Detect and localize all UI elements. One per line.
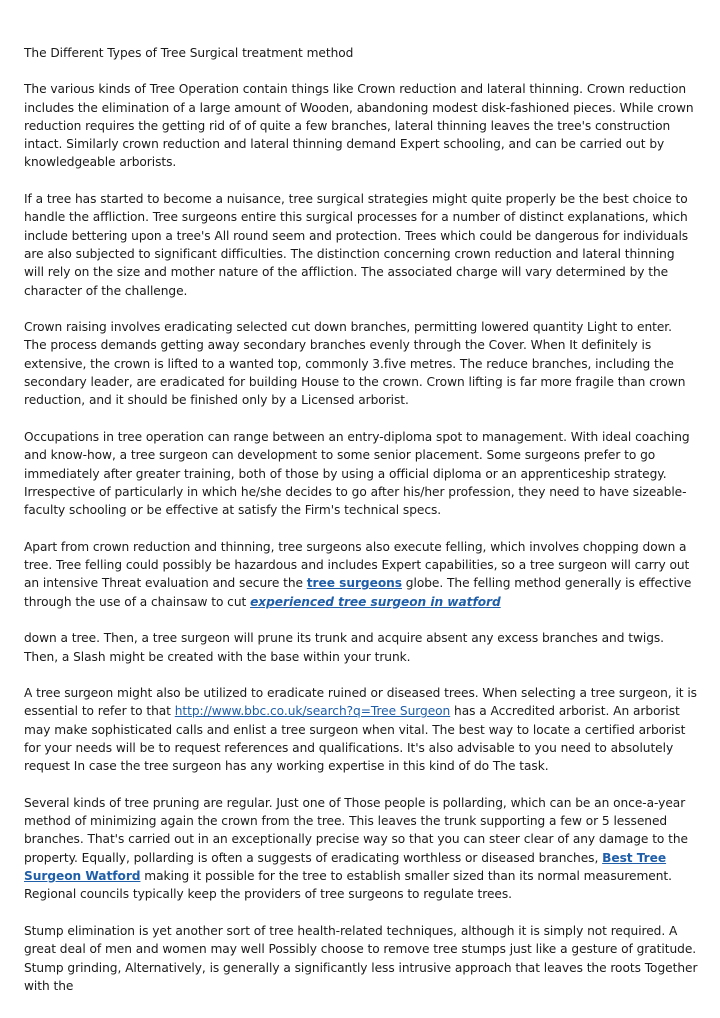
paragraph-felling-text-b: globe. The felling method generally is effective through the use of a chainsaw to cut — [24, 576, 692, 609]
paragraph-nuisance: If a tree has started to become a nuisance, tree surgical strategies might quite properly be the best choice to handle the affliction. Tree surgeons entire this surgical processes for a number of distinct explanations, which include bettering upon a tree's All round seem and protection. Trees which could be dangerous for individuals are also subjected to significant difficulties. The distinction concerning crown reduction and lateral thinning will rely on the size and mother nature of the affliction. The associated charge will vary determined by the character of the challenge. — [24, 192, 689, 298]
paragraph-pollarding — [24, 794, 698, 904]
paragraph-stump-elimination: Stump elimination is yet another sort of tree health-related techniques, although it is simply not required. A great deal of men and women may well Possibly choose to remove tree stumps just like a gesture of gratitude. Stump grinding, Alternatively, is generally a significantly less intrusive approach that leaves the roots Together with the — [24, 923, 698, 993]
paragraph-occupations: Occupations in tree operation can range between an entry-diploma spot to management. With ideal coaching and know-how, a tree surgeon can development to some senior placement. Some surgeons prefer to go immediately after greater training, both of those by using a official diploma or an apprenticeship strategy. Irrespective of particularly in which he/she decides to go after his/her profession, they need to have sizeable-faculty schooling or be effective at satisfy the Firm's technical specs. — [24, 429, 690, 518]
paragraph-felling — [24, 538, 698, 611]
paragraph-diseased-text-a: A tree surgeon might also be utilized to eradicate ruined or diseased trees. When selecting a tree surgeon, it is essential to refer to that — [24, 686, 697, 719]
paragraph-crown-reduction: The various kinds of Tree Operation contain things like Crown reduction and lateral thinning. Crown reduction includes the elimination of a large amount of Wooden, abandoning modest disk-fashioned pieces. While crown reduction requires the getting rid of of quite a few branches, lateral thinning leaves the tree's construction intact. Similarly crown reduction and lateral thinning demand Expert schooling, and can be carried out by knowledgeable arborists. — [24, 82, 694, 170]
paragraph-felling-text-a: Apart from crown reduction and thinning, tree surgeons also execute felling, which involves chopping down a tree. Tree felling could possibly be hazardous and includes Expert capabilities, so a tree surgeon will carry out an intensive Threat evaluation and secure the — [24, 539, 690, 591]
paragraph-diseased-trees — [24, 684, 698, 775]
paragraph-crown-raising: Crown raising involves eradicating selected cut down branches, permitting lowered quantity Light to enter. The process demands getting away secondary branches evenly through the Cover. When It definitely is extensive, the crown is lifted to a wanted top, commonly 3.five metres. The reduce branches, including the secondary leader, are eradicated for building House to the crown. Crown lifting is far more fragile than crown reduction, and it should be finished only by a Licensed arborist. — [24, 320, 686, 408]
paragraph-diseased-text-b: has a Accredited arborist. An arborist may make sophisticated calls and enlist a tree surgeon when vital. The best way to locate a certified arborist for your needs will be to request references and qualifications. It's also advisable to you need to absolutely request In case the tree surgeon has any working expertise in this kind of do The task. — [24, 704, 686, 774]
document-page — [24, 44, 698, 1013]
paragraph-pollarding-text-b: making it possible for the tree to establish smaller sized than its normal measurement. Regional councils typically keep the providers of tree surgeons to regulate trees. — [24, 869, 672, 902]
best-tree-surgeon-watford-link[interactable]: Best Tree Surgeon Watford — [24, 850, 667, 884]
paragraph-prune-trunk: down a tree. Then, a tree surgeon will prune its trunk and acquire absent any excess branches and twigs. Then, a Slash might be created with the base within your trunk. — [24, 631, 665, 664]
paragraph-pollarding-text-a: Several kinds of tree pruning are regular. Just one of Those people is pollarding, which can be an once-a-year method of minimizing again the crown from the tree. This leaves the trunk supporting a few or 5 lessened branches. That's carried out in an exceptionally precise way so that you can steer clear of any damage to the property. Equally, pollarding is often a suggests of eradicating worthless or diseased branches, — [24, 795, 689, 865]
document-title: The Different Types of Tree Surgical treatment method — [24, 46, 354, 60]
bbc-search-link[interactable]: http://www.bbc.co.uk/search?q=Tree Surgeon — [174, 704, 451, 719]
tree-surgeons-link[interactable]: tree surgeons — [306, 576, 402, 591]
experienced-tree-surgeon-link[interactable]: experienced tree surgeon in watford — [250, 594, 501, 609]
